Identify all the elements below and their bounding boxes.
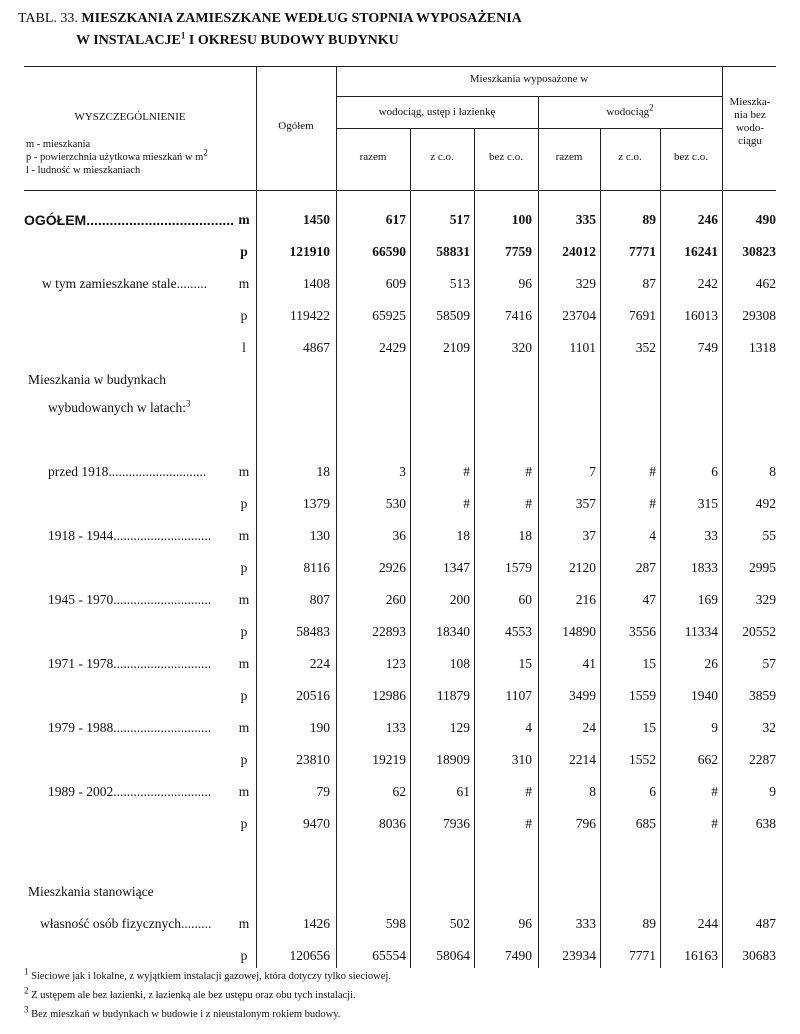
cell-value: 61 xyxy=(456,784,470,799)
table-row xyxy=(0,464,800,484)
row-unit-code: l xyxy=(242,340,246,355)
sub-header-1: razem xyxy=(359,151,387,163)
sub-header-4: razem xyxy=(555,151,583,163)
row-unit-code: p xyxy=(240,948,248,963)
table-row xyxy=(0,816,800,836)
row-unit-code: m xyxy=(238,528,250,543)
cell-value: 58509 xyxy=(436,308,470,323)
cell-value: 4 xyxy=(525,720,532,735)
header-spec: WYSZCZEGÓLNIENIE xyxy=(74,111,186,123)
cell-value: 246 xyxy=(697,212,718,227)
cell-value: 662 xyxy=(697,752,718,767)
row-unit-code: p xyxy=(240,244,248,259)
cell-value: 19219 xyxy=(372,752,406,767)
cell-value: 29308 xyxy=(742,308,776,323)
title-line-2b: I OKRESU BUDOWY BUDYNKU xyxy=(185,33,399,48)
cell-value: 16241 xyxy=(684,244,718,259)
row-unit-code: p xyxy=(240,688,248,703)
cell-value: 57 xyxy=(762,656,776,671)
cell-value: 30683 xyxy=(742,948,776,963)
cell-value: 310 xyxy=(511,752,532,767)
footnote: $^1$ Sieciowe jak i lokalne, z wyjątkiem instalacji gazowej, która dotyczy tylko sieciowej. xyxy=(24,966,391,982)
table-row xyxy=(0,528,800,548)
cell-value: 8 xyxy=(589,784,596,799)
cell-value: 3 xyxy=(399,464,406,479)
header-legend xyxy=(26,138,208,177)
table-row xyxy=(0,784,800,804)
table-row xyxy=(0,720,800,740)
cell-value: 96 xyxy=(518,276,532,291)
cell-value: 16013 xyxy=(684,308,718,323)
table-row xyxy=(0,244,800,264)
cell-value: 121910 xyxy=(289,244,330,259)
cell-value: 79 xyxy=(316,784,330,799)
row-unit-code: p xyxy=(240,496,248,511)
row-label: własność osób fizycznych......... xyxy=(40,916,212,931)
cell-value: 242 xyxy=(697,276,718,291)
cell-value: 685 xyxy=(635,816,656,831)
row-unit-code: m xyxy=(238,720,250,735)
row-label: 1971 - 1978............................. xyxy=(48,656,212,671)
cell-value: 18 xyxy=(518,528,532,543)
cell-value: 8116 xyxy=(303,560,330,575)
table-row xyxy=(0,276,800,296)
sub-header-3: bez c.o. xyxy=(489,151,523,163)
cell-value: 66590 xyxy=(372,244,406,259)
cell-value: 200 xyxy=(449,592,470,607)
row-unit-code: m xyxy=(238,592,250,607)
cell-value: 36 xyxy=(392,528,406,543)
row-unit-code: m xyxy=(238,276,250,291)
table-row xyxy=(0,884,800,904)
row-label: 1918 - 1944............................. xyxy=(48,528,212,543)
row-unit-code: p xyxy=(240,752,248,767)
cell-value: 18 xyxy=(316,464,330,479)
cell-value: 490 xyxy=(755,212,776,227)
row-label: w tym zamieszkane stale......... xyxy=(42,276,207,291)
footnotes xyxy=(24,966,764,1027)
header-equipped: Mieszkania wyposażone w xyxy=(469,73,589,85)
table-row xyxy=(0,592,800,612)
cell-value: 517 xyxy=(449,212,470,227)
row-label: 1979 - 1988............................. xyxy=(48,720,212,735)
table-row xyxy=(0,916,800,936)
cell-value: # xyxy=(711,816,718,831)
cell-value: 2429 xyxy=(379,340,406,355)
cell-value: 7490 xyxy=(505,948,532,963)
cell-value: 2120 xyxy=(569,560,596,575)
row-unit-code: p xyxy=(240,560,248,575)
cell-value: 24 xyxy=(582,720,596,735)
cell-value: 462 xyxy=(755,276,776,291)
cell-value: 133 xyxy=(385,720,406,735)
cell-value: 6 xyxy=(649,784,656,799)
cell-value: 108 xyxy=(449,656,470,671)
cell-value: # xyxy=(649,464,656,479)
cell-value: 329 xyxy=(575,276,596,291)
sub-header-5: z c.o. xyxy=(618,151,642,163)
cell-value: 22893 xyxy=(372,624,406,639)
cell-value: 119422 xyxy=(290,308,330,323)
cell-value: 130 xyxy=(309,528,330,543)
row-label: 1945 - 1970............................. xyxy=(48,592,212,607)
header-without-water: Mieszka- nia bez wodo- ciągu xyxy=(729,96,771,147)
cell-value: 216 xyxy=(575,592,596,607)
cell-value: 47 xyxy=(642,592,656,607)
cell-value: 24012 xyxy=(562,244,596,259)
cell-value: 260 xyxy=(385,592,406,607)
table-row xyxy=(0,308,800,328)
table-title xyxy=(18,8,778,52)
cell-value: 15 xyxy=(642,720,656,735)
row-label: 1989 - 2002............................. xyxy=(48,784,212,799)
title-line-2a: W INSTALACJE xyxy=(76,33,181,48)
cell-value: 1552 xyxy=(629,752,656,767)
cell-value: 3499 xyxy=(569,688,596,703)
cell-value: 1408 xyxy=(303,276,330,291)
cell-value: 30823 xyxy=(742,244,776,259)
cell-value: 749 xyxy=(697,340,718,355)
cell-value: 20552 xyxy=(742,624,776,639)
table-row xyxy=(0,656,800,676)
cell-value: 487 xyxy=(755,916,776,931)
cell-value: 62 xyxy=(392,784,406,799)
equipped-rule xyxy=(336,96,722,97)
cell-value: # xyxy=(649,496,656,511)
cell-value: # xyxy=(463,464,470,479)
cell-value: 4553 xyxy=(505,624,532,639)
cell-value: 224 xyxy=(309,656,330,671)
header-total: Ogółem xyxy=(278,120,314,132)
cell-value: 11334 xyxy=(684,624,718,639)
cell-value: 502 xyxy=(449,916,470,931)
cell-value: 598 xyxy=(385,916,406,931)
cell-value: 123 xyxy=(385,656,406,671)
cell-value: # xyxy=(463,496,470,511)
legend-l: l - ludność w mieszkaniach xyxy=(26,165,141,176)
subgroup-rule xyxy=(336,128,722,129)
cell-value: 3556 xyxy=(629,624,656,639)
cell-value: 7691 xyxy=(629,308,656,323)
header-top-rule xyxy=(24,66,776,67)
cell-value: 169 xyxy=(697,592,718,607)
cell-value: 2109 xyxy=(443,340,470,355)
cell-value: 4 xyxy=(649,528,656,543)
row-label: Mieszkania stanowiące xyxy=(28,884,154,899)
cell-value: 11879 xyxy=(436,688,470,703)
table-row xyxy=(0,372,800,392)
cell-value: 2926 xyxy=(379,560,406,575)
cell-value: 7771 xyxy=(629,948,656,963)
cell-value: 96 xyxy=(518,916,532,931)
cell-value: 7759 xyxy=(505,244,532,259)
row-unit-code: m xyxy=(238,212,250,227)
cell-value: 7936 xyxy=(443,816,470,831)
row-unit-code: p xyxy=(240,816,248,831)
cell-value: 18909 xyxy=(436,752,470,767)
row-unit-code: m xyxy=(238,916,250,931)
title-line-1: MIESZKANIA ZAMIESZKANE WEDŁUG STOPNIA WYPOSAŻENIA xyxy=(81,11,522,26)
footnote: $^3$ Bez mieszkań w budynkach w budowie i z nieustalonym rokiem budowy. xyxy=(24,1004,341,1020)
cell-value: 129 xyxy=(449,720,470,735)
table-row xyxy=(0,624,800,644)
cell-value: # xyxy=(525,464,532,479)
cell-value: 335 xyxy=(575,212,596,227)
row-unit-code: m xyxy=(238,464,250,479)
cell-value: # xyxy=(525,816,532,831)
cell-value: 352 xyxy=(635,340,656,355)
cell-value: 18 xyxy=(456,528,470,543)
cell-value: # xyxy=(525,784,532,799)
cell-value: 89 xyxy=(642,212,656,227)
cell-value: 8036 xyxy=(379,816,406,831)
cell-value: 7416 xyxy=(505,308,532,323)
table-number: TABL. 33. xyxy=(18,11,78,26)
table-row xyxy=(0,400,800,420)
cell-value: 23704 xyxy=(562,308,596,323)
cell-value: 41 xyxy=(582,656,596,671)
cell-value: 26 xyxy=(704,656,718,671)
cell-value: 18340 xyxy=(436,624,470,639)
cell-value: 492 xyxy=(755,496,776,511)
legend-m: m - mieszkania xyxy=(26,139,91,150)
footnote: $^2$ Z ustępem ale bez łazienki, z łazienką ale bez ustępu oraz obu tych instalacji. xyxy=(24,985,356,1001)
cell-value: # xyxy=(711,784,718,799)
row-unit-code: p xyxy=(240,624,248,639)
cell-value: 58064 xyxy=(436,948,470,963)
cell-value: 32 xyxy=(762,720,776,735)
cell-value: 6 xyxy=(711,464,718,479)
cell-value: 7771 xyxy=(629,244,656,259)
table-row xyxy=(0,212,800,232)
cell-value: 60 xyxy=(518,592,532,607)
cell-value: 1107 xyxy=(505,688,532,703)
row-label: wybudowanych w latach:$^3$ xyxy=(48,398,191,415)
cell-value: 2995 xyxy=(749,560,776,575)
title-footnote-ref: 1 xyxy=(180,30,186,41)
header-group-1: wodociąg, ustęp i łazienkę xyxy=(378,106,496,118)
header-group-2: wodociąg$^2$ xyxy=(606,102,654,118)
cell-value: 329 xyxy=(755,592,776,607)
sub-header-6: bez c.o. xyxy=(674,151,708,163)
cell-value: 333 xyxy=(575,916,596,931)
cell-value: 9 xyxy=(711,720,718,735)
legend-p: p - powierzchnia użytkowa mieszkań w $m^2$ xyxy=(26,147,208,163)
cell-value: 12986 xyxy=(372,688,406,703)
cell-value: 65925 xyxy=(372,308,406,323)
table-row xyxy=(0,688,800,708)
cell-value: 1426 xyxy=(303,916,330,931)
cell-value: 8 xyxy=(769,464,776,479)
cell-value: 1940 xyxy=(691,688,718,703)
cell-value: 609 xyxy=(385,276,406,291)
cell-value: 638 xyxy=(755,816,776,831)
cell-value: 55 xyxy=(762,528,776,543)
row-label: przed 1918............................. xyxy=(48,464,207,479)
cell-value: 100 xyxy=(511,212,532,227)
cell-value: 15 xyxy=(642,656,656,671)
cell-value: 33 xyxy=(704,528,718,543)
cell-value: 58483 xyxy=(296,624,330,639)
table-row xyxy=(0,496,800,516)
row-label: Mieszkania w budynkach xyxy=(28,372,166,387)
cell-value: 14890 xyxy=(562,624,596,639)
cell-value: 807 xyxy=(309,592,330,607)
cell-value: 1833 xyxy=(691,560,718,575)
table-row xyxy=(0,560,800,580)
row-unit-code: m xyxy=(238,656,250,671)
table-row xyxy=(0,340,800,360)
cell-value: 9470 xyxy=(303,816,330,831)
cell-value: 3859 xyxy=(749,688,776,703)
cell-value: 320 xyxy=(511,340,532,355)
cell-value: # xyxy=(525,496,532,511)
cell-value: 37 xyxy=(582,528,596,543)
cell-value: 315 xyxy=(697,496,718,511)
row-label: OGÓŁEM...................................... xyxy=(24,212,235,228)
row-unit-code: p xyxy=(240,308,248,323)
cell-value: 20516 xyxy=(296,688,330,703)
cell-value: 796 xyxy=(575,816,596,831)
table-row xyxy=(0,948,800,968)
cell-value: 120656 xyxy=(289,948,330,963)
cell-value: 1318 xyxy=(749,340,776,355)
cell-value: 1559 xyxy=(629,688,656,703)
row-unit-code: m xyxy=(238,784,250,799)
table-row xyxy=(0,752,800,772)
cell-value: 1347 xyxy=(443,560,470,575)
cell-value: 1579 xyxy=(505,560,532,575)
cell-value: 244 xyxy=(697,916,718,931)
cell-value: 2214 xyxy=(569,752,596,767)
header-bottom-rule xyxy=(24,190,776,191)
sub-header-2: z c.o. xyxy=(430,151,454,163)
cell-value: 89 xyxy=(642,916,656,931)
cell-value: 15 xyxy=(518,656,532,671)
cell-value: 2287 xyxy=(749,752,776,767)
cell-value: 513 xyxy=(449,276,470,291)
cell-value: 1101 xyxy=(569,340,596,355)
cell-value: 23810 xyxy=(296,752,330,767)
cell-value: 23934 xyxy=(562,948,596,963)
cell-value: 58831 xyxy=(436,244,470,259)
cell-value: 530 xyxy=(385,496,406,511)
cell-value: 287 xyxy=(635,560,656,575)
cell-value: 9 xyxy=(769,784,776,799)
cell-value: 617 xyxy=(385,212,406,227)
cell-value: 65554 xyxy=(372,948,406,963)
cell-value: 1379 xyxy=(303,496,330,511)
cell-value: 7 xyxy=(589,464,596,479)
cell-value: 190 xyxy=(309,720,330,735)
cell-value: 357 xyxy=(575,496,596,511)
cell-value: 16163 xyxy=(684,948,718,963)
cell-value: 4867 xyxy=(303,340,330,355)
cell-value: 1450 xyxy=(303,212,330,227)
cell-value: 87 xyxy=(642,276,656,291)
